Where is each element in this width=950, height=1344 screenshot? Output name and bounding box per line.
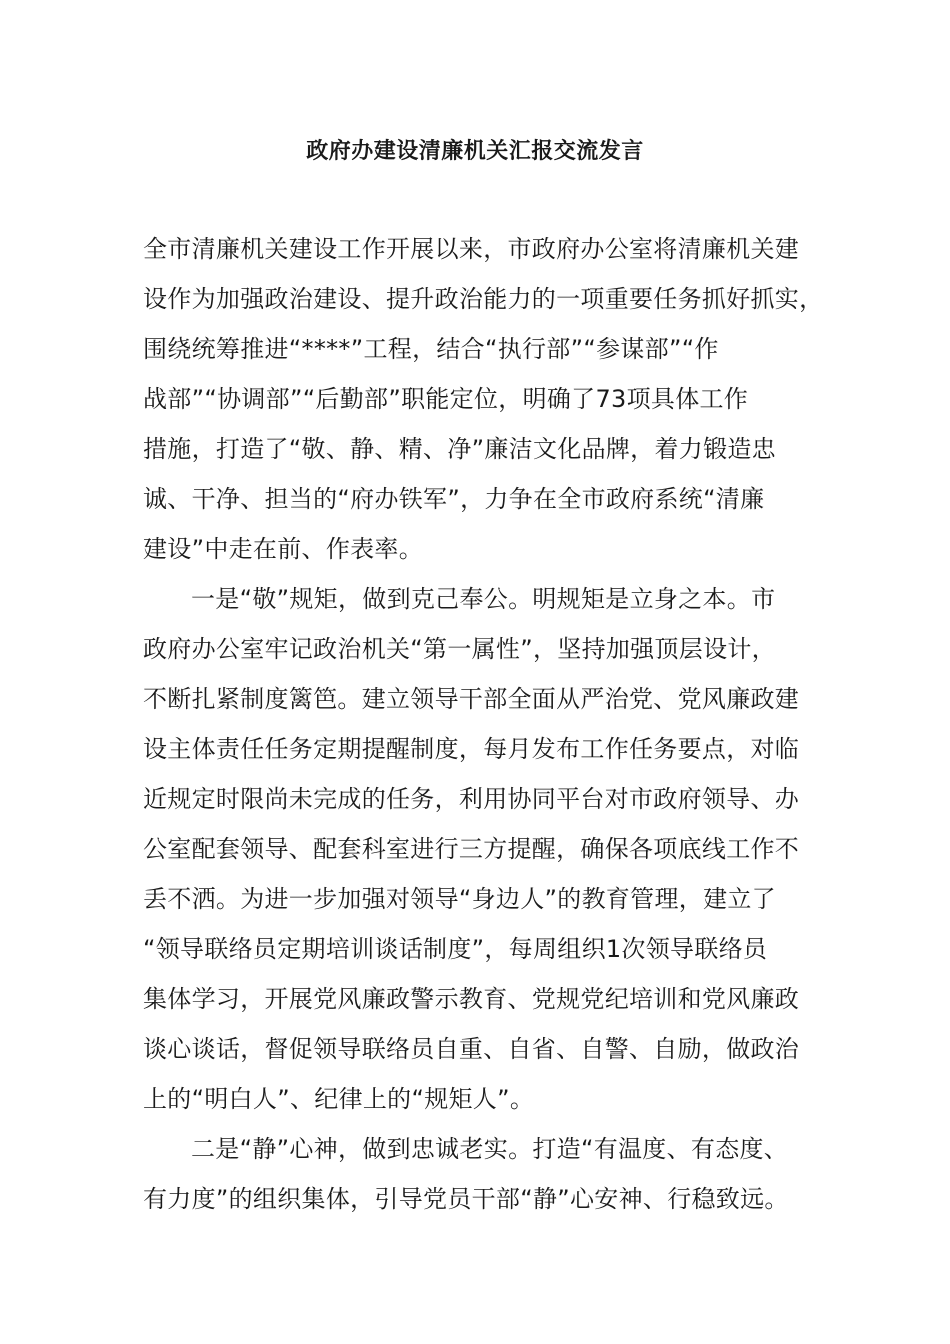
- document-title: 政府办建设清廉机关汇报交流发言: [306, 139, 644, 164]
- paragraph-line: 有力度”的组织集体，引导党员干部“静”心安神、行稳致远。: [143, 1185, 789, 1213]
- paragraph-line: 建设”中走在前、作表率。: [143, 535, 424, 563]
- paragraph-line: 诚、干净、担当的“府办铁军”，力争在全市政府系统“清廉: [143, 485, 765, 513]
- paragraph-line: 设主体责任任务定期提醒制度，每月发布工作任务要点，对临: [143, 735, 800, 763]
- paragraph-line: 不断扎紧制度篱笆。建立领导干部全面从严治党、党风廉政建: [143, 685, 800, 713]
- paragraph-line: 集体学习，开展党风廉政警示教育、党规党纪培训和党风廉政: [143, 985, 800, 1013]
- paragraph-line: 二是“静”心神，做到忠诚老实。打造“有温度、有态度、: [191, 1135, 789, 1163]
- paragraph-line: “领导联络员定期培训谈话制度”，每周组织1次领导联络员: [143, 935, 768, 963]
- paragraph-line: 公室配套领导、配套科室进行三方提醒，确保各项底线工作不: [143, 835, 800, 863]
- paragraph-line: 谈心谈话，督促领导联络员自重、自省、自警、自励，做政治: [143, 1035, 800, 1063]
- paragraph-line: 战部”“协调部”“后勤部”职能定位，明确了73项具体工作: [143, 385, 749, 413]
- paragraph-line: 措施，打造了“敬、静、精、净”廉洁文化品牌，着力锻造忠: [143, 435, 776, 463]
- paragraph-line: 围绕统筹推进“****”工程，结合“执行部”“参谋部”“作: [143, 335, 719, 363]
- paragraph-line: 近规定时限尚未完成的任务，利用协同平台对市政府领导、办: [143, 785, 800, 813]
- paragraph-line: 上的“明白人”、纪律上的“规矩人”。: [143, 1085, 535, 1113]
- paragraph-line: 政府办公室牢记政治机关“第一属性”，坚持加强顶层设计，: [143, 635, 776, 663]
- paragraph-line: 全市清廉机关建设工作开展以来，市政府办公室将清廉机关建: [143, 235, 800, 263]
- paragraph-line: 一是“敬”规矩，做到克己奉公。明规矩是立身之本。市: [191, 585, 776, 613]
- paragraph-line: 设作为加强政治建设、提升政治能力的一项重要任务抓好抓实，: [143, 285, 824, 313]
- paragraph-line: 丢不洒。为进一步加强对领导“身边人”的教育管理，建立了: [143, 885, 776, 913]
